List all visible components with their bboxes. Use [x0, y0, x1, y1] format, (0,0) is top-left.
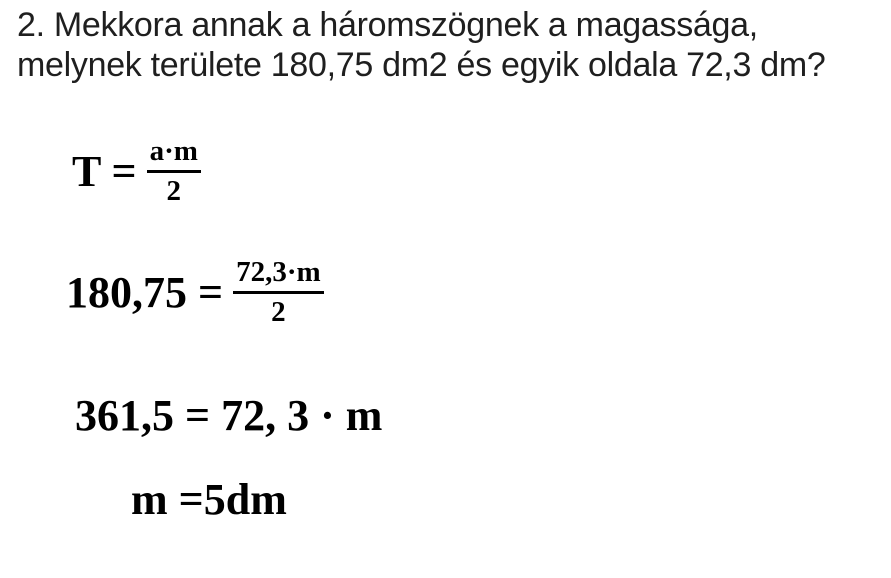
- fraction-denominator: 2: [233, 291, 324, 329]
- problem-statement-line-2: melynek területe 180,75 dm2 és egyik oldala 72,3 dm?: [17, 46, 826, 84]
- equation-area-formula: [72, 135, 201, 209]
- equation-substituted: [66, 256, 324, 330]
- fraction-denominator: 2: [147, 170, 201, 208]
- fraction-numerator: 72,3·m: [236, 256, 321, 288]
- equation-result: m =5dm: [131, 475, 287, 524]
- equation-area-formula-lhs: T =: [72, 146, 137, 196]
- equation-area-formula-fraction: [147, 135, 201, 209]
- equation-substituted-fraction: [233, 256, 324, 330]
- equation-substituted-lhs: 180,75 =: [66, 267, 224, 317]
- fraction-numerator: a·m: [149, 135, 198, 167]
- equation-multiplied-step: 361,5 = 72, 3 · m: [75, 391, 383, 440]
- problem-statement: [17, 5, 825, 85]
- problem-statement-line-1: 2. Mekkora annak a háromszögnek a magassága,: [17, 6, 758, 44]
